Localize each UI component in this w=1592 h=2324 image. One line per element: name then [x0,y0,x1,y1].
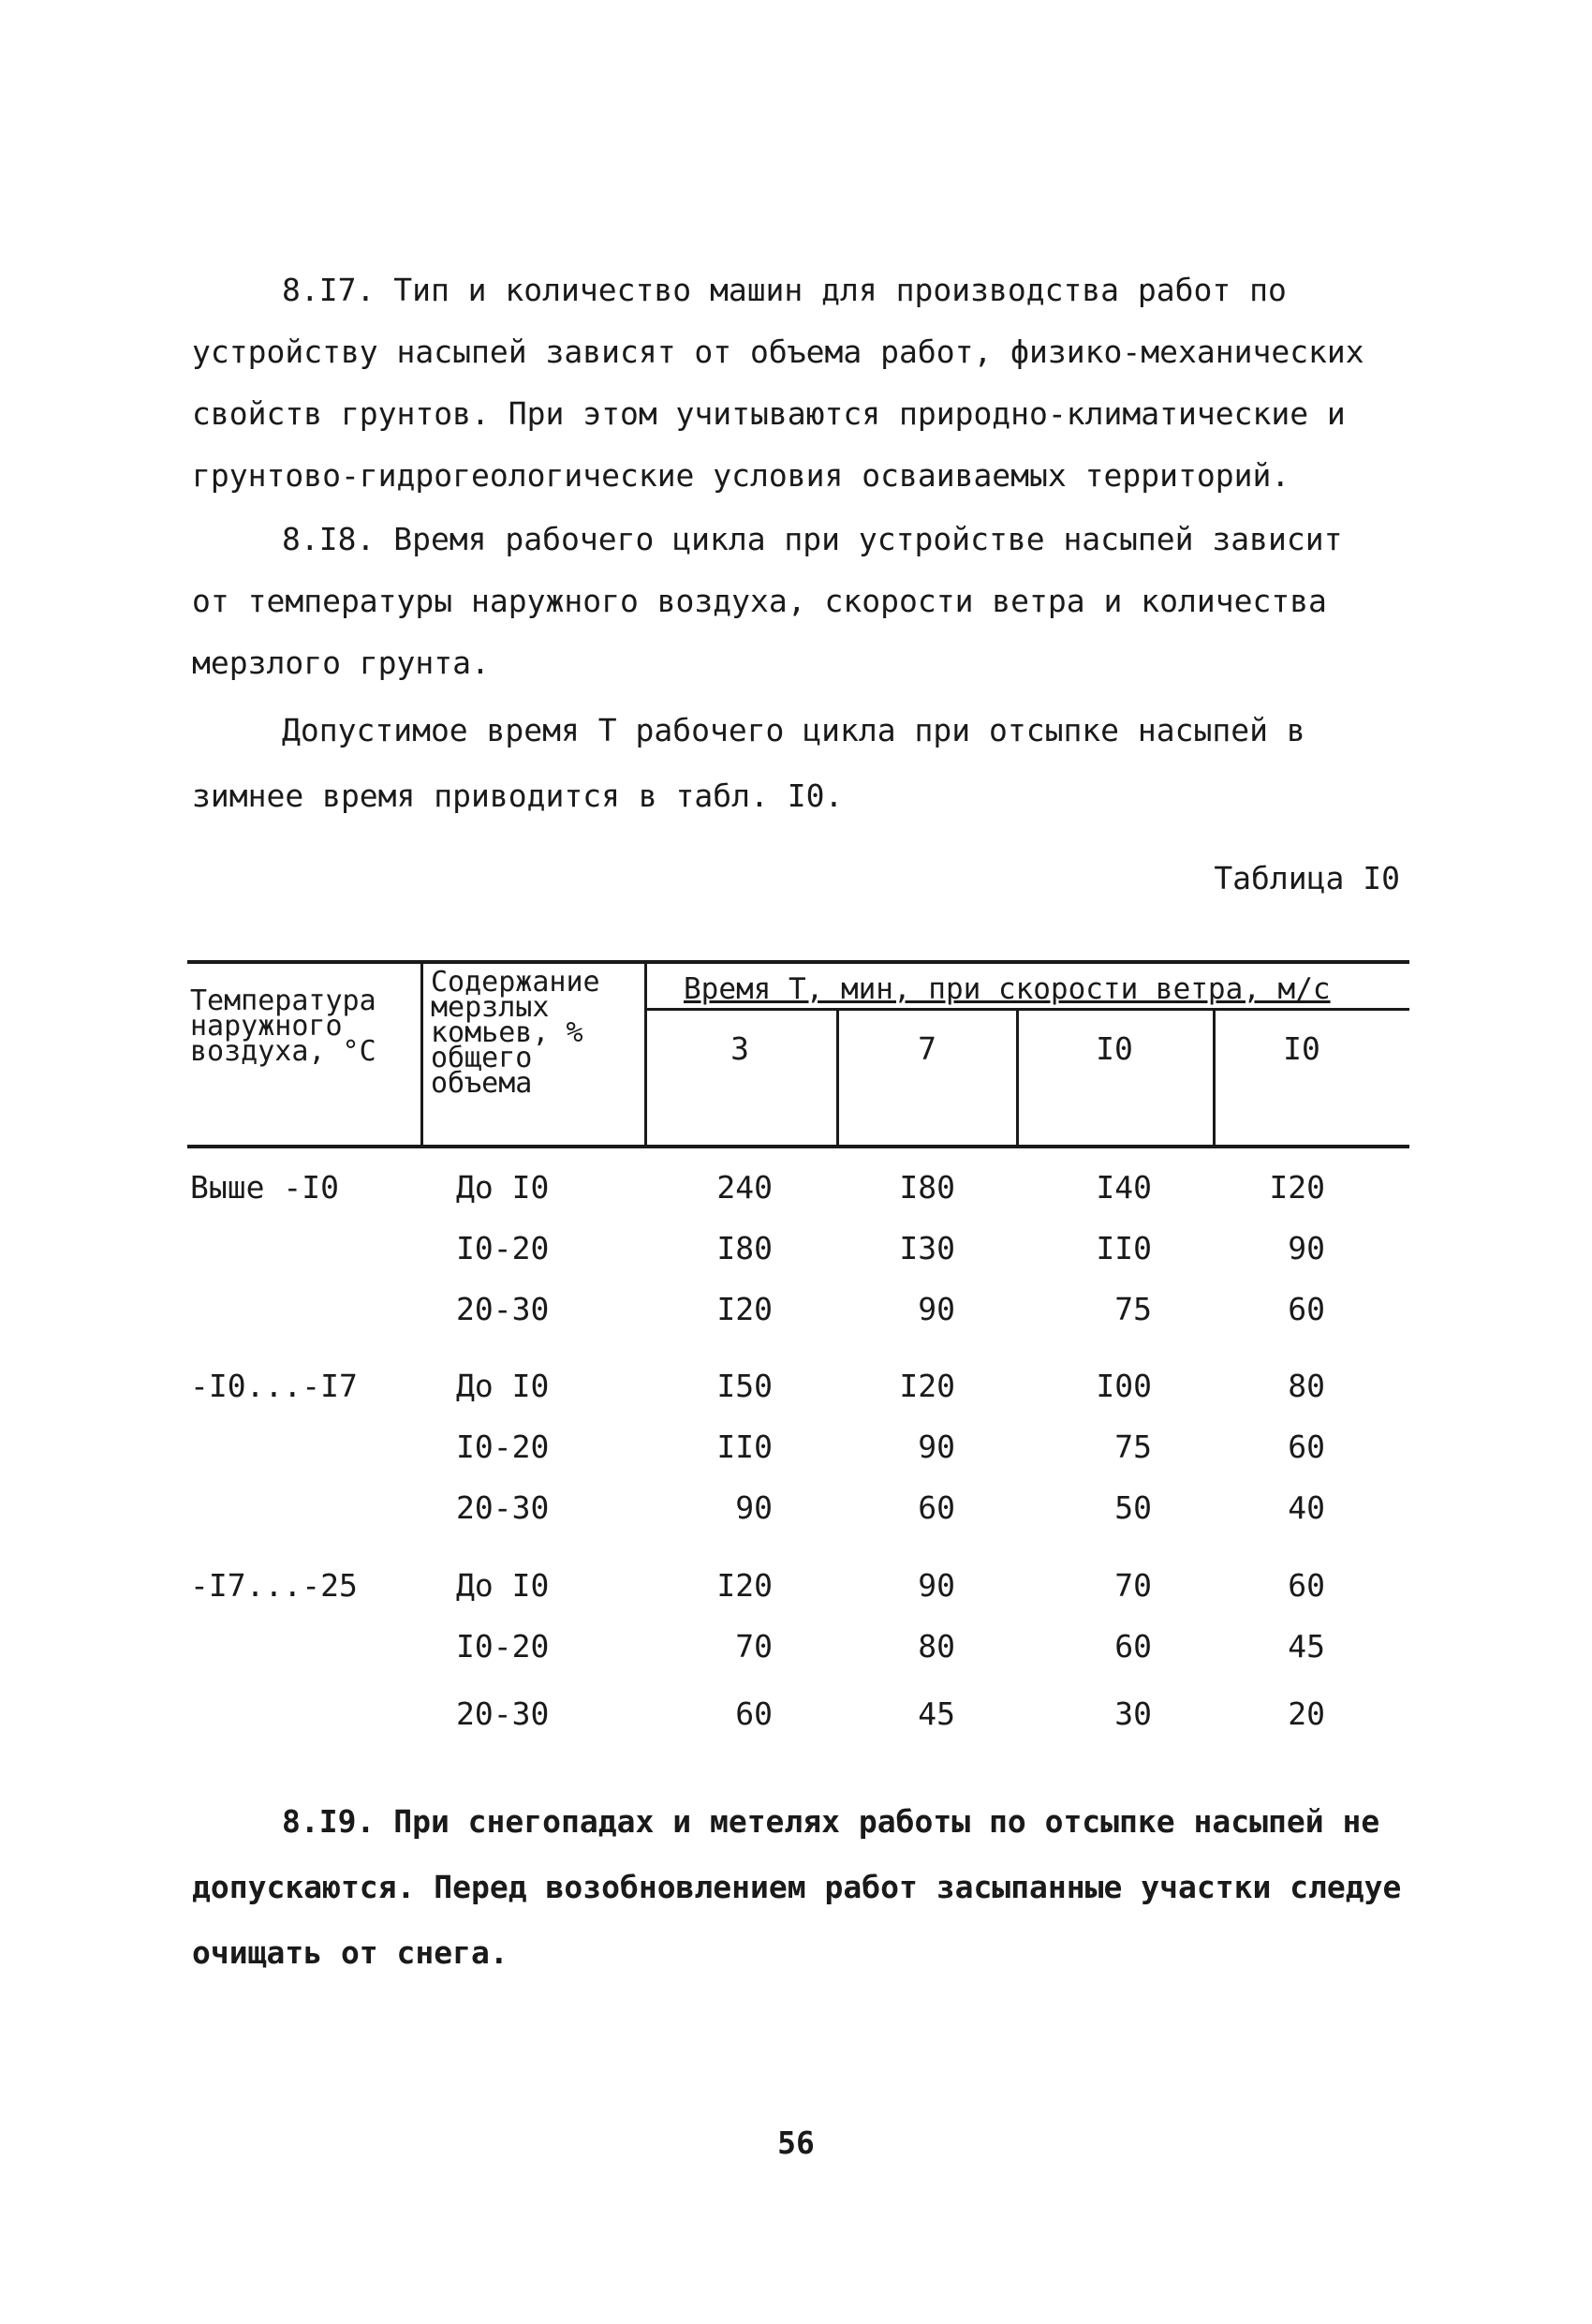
value-cell: I20 [716,1567,773,1604]
header-text: общего [431,1042,533,1074]
value-cell: 60 [735,1695,773,1732]
content-cell: 20-30 [456,1489,550,1526]
table-time-subheader-rule [646,1008,1409,1011]
paragraph-8-18-table-ref [192,698,1428,829]
value-cell: 50 [1114,1489,1152,1526]
value-cell: 30 [1114,1695,1152,1732]
value-cell: I50 [716,1368,773,1404]
table-vertical-rule [1213,1009,1216,1147]
table-caption: Таблица I0 [1214,860,1400,896]
value-cell: 90 [1288,1230,1325,1266]
value-cell: 60 [1288,1428,1325,1465]
value-cell: 60 [1288,1291,1325,1327]
content-cell: 20-30 [456,1291,550,1327]
value-cell: I80 [716,1230,773,1266]
content-cell: До I0 [456,1169,550,1206]
value-cell: 60 [1114,1628,1152,1665]
value-cell: 75 [1114,1428,1152,1465]
value-cell: II0 [716,1428,773,1465]
value-cell: I20 [899,1368,955,1404]
value-cell: I20 [1269,1169,1325,1206]
text-line: свойств грунтов. При этом учитываются природно-климатические и [192,395,1346,432]
header-temperature [190,984,376,1068]
content-cell: I0-20 [456,1230,550,1266]
value-cell: 20 [1288,1695,1325,1732]
header-speed: 7 [918,1030,936,1067]
value-cell: 40 [1288,1489,1325,1526]
value-cell: 90 [735,1489,773,1526]
temperature-cell: -I0...-I7 [190,1368,358,1404]
header-text: Содержание [431,966,600,999]
paragraph-8-18 [192,509,1428,694]
value-cell: I30 [899,1230,955,1266]
table-vertical-rule [1016,1009,1019,1147]
header-time: Время Т, мин, при скорости ветра, м/с [684,972,1331,1006]
header-text: объема [431,1067,533,1100]
text-line: 8.I7. Тип и количество машин для производства работ по [282,272,1287,308]
text-line: грунтово-гидрогеологические условия осваиваемых территорий. [192,457,1290,494]
value-cell: 70 [735,1628,773,1665]
content-cell: I0-20 [456,1428,550,1465]
text-line: очищать от снега. [192,1934,509,1971]
text-line: от температуры наружного воздуха, скорости ветра и количества [192,583,1327,619]
value-cell: 45 [1288,1628,1325,1665]
header-speed: I0 [1283,1030,1320,1067]
paragraph-8-19 [192,1789,1428,1986]
text-line: зимнее время приводится в табл. I0. [192,777,844,814]
value-cell: 90 [918,1291,955,1327]
paragraph-8-17 [192,259,1428,507]
text-line: Допустимое время Т рабочего цикла при отсыпке насыпей в [282,712,1305,748]
text-line: 8.I9. При снегопадах и метелях работы по отсыпке насыпей не [282,1803,1380,1840]
text-line: 8.I8. Время рабочего цикла при устройстве насыпей зависит [282,521,1343,557]
value-cell: 90 [918,1567,955,1604]
table-top-rule [187,960,1409,964]
header-text: комьев, % [431,1016,583,1049]
header-speed: I0 [1096,1030,1133,1067]
table-vertical-rule [644,960,647,1147]
table-header-bottom-rule [187,1145,1409,1148]
content-cell: 20-30 [456,1695,550,1732]
header-speed: 3 [730,1030,749,1067]
value-cell: 75 [1114,1291,1152,1327]
value-cell: 60 [918,1489,955,1526]
temperature-cell: -I7...-25 [190,1567,358,1604]
page-number: 56 [777,2124,815,2161]
header-text: наружного [190,1010,343,1043]
value-cell: 45 [918,1695,955,1732]
text-line: допускаются. Перед возобновлением работ засыпанные участки следуе [192,1869,1402,1905]
value-cell: I20 [716,1291,773,1327]
value-cell: 80 [918,1628,955,1665]
content-cell: I0-20 [456,1628,550,1665]
value-cell: I80 [899,1169,955,1206]
text-line: мерзлого грунта. [192,644,490,681]
header-frozen-content [431,966,600,1100]
value-cell: 240 [716,1169,773,1206]
value-cell: 60 [1288,1567,1325,1604]
value-cell: II0 [1096,1230,1152,1266]
value-cell: I00 [1096,1368,1152,1404]
value-cell: 90 [918,1428,955,1465]
content-cell: До I0 [456,1368,550,1404]
text-line: устройству насыпей зависят от объема работ, физико-механических [192,333,1364,370]
header-text: воздуха, °С [190,1035,376,1068]
table-vertical-rule [836,1009,839,1147]
value-cell: 70 [1114,1567,1152,1604]
header-text: Температура [190,984,376,1017]
table-vertical-rule [420,960,423,1147]
temperature-cell: Выше -I0 [190,1169,339,1206]
header-text: мерзлых [431,991,550,1024]
value-cell: I40 [1096,1169,1152,1206]
value-cell: 80 [1288,1368,1325,1404]
content-cell: До I0 [456,1567,550,1604]
